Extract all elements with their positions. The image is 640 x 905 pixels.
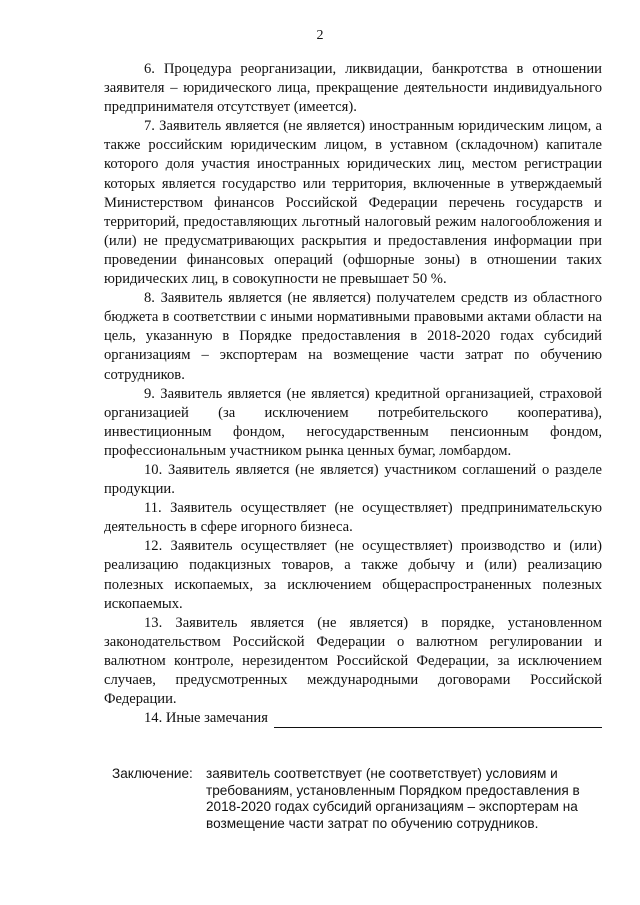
conclusion-label: Заключение: bbox=[112, 766, 193, 781]
conclusion-text: заявитель соответствует (не соответствует) условиям и требованиям, установленным Порядком предоставления в 2018-2020 годах субсидий организациям – экспортерам на возмещение части затрат по обучению сотрудников. bbox=[206, 766, 580, 831]
remarks-label: 14. Иные замечания bbox=[144, 710, 268, 727]
paragraph-6: 6. Процедура реорганизации, ликвидации, банкротства в отношении заявителя – юридического лица, прекращение деятельности индивидуального предпринимателя отсутствует (имеется). bbox=[104, 61, 602, 116]
paragraph-13: 13. Заявитель является (не является) в порядке, установленном законодательством Российской Федерации о валютном регулировании и валютном контроле, нерезидентом Российской Федерации, за исключением случаев, предусмотренных международными договорами Российской Федерации. bbox=[104, 614, 602, 708]
conclusion-block bbox=[112, 766, 602, 832]
paragraph-7: 7. Заявитель является (не является) иностранным юридическим лицом, а также российским юридическим лицом, в уставном (складочном) капитале которого доля участия иностранных юридических лиц, местом регистрации которых является государство или территория, включенные в утверждаемый Министерством финансов Российской Федерации перечень государств и территорий, предоставляющих льготный налоговый режим налогообложения и (или) не предусматривающих раскрытия и предоставления информации при проведении финансовых операций (офшорные зоны) в отношении таких юридических лиц, в совокупности не превышает 50 %. bbox=[104, 118, 602, 288]
paragraph-11: 11. Заявитель осуществляет (не осуществляет) предпринимательскую деятельность в сфере игорного бизнеса. bbox=[104, 500, 602, 536]
document-body bbox=[104, 60, 602, 728]
paragraph-8: 8. Заявитель является (не является) получателем средств из областного бюджета в соответствии с иными нормативными правовыми актами области на цель, указанную в Порядке предоставления в 2018-2020 годах субсидий организациям – экспортерам на возмещение части затрат по обучению сотрудников. bbox=[104, 290, 602, 383]
page-number: 2 bbox=[316, 28, 324, 43]
paragraph-14-remarks bbox=[104, 709, 602, 728]
remarks-blank-line bbox=[274, 714, 602, 728]
paragraph-10: 10. Заявитель является (не является) участником соглашений о разделе продукции. bbox=[104, 461, 602, 498]
paragraph-12: 12. Заявитель осуществляет (не осуществляет) производство и (или) реализацию подакцизных товаров, а также добычу и (или) реализацию полезных ископаемых, за исключением общераспространенных полезных ископаемых. bbox=[104, 538, 602, 612]
paragraph-9: 9. Заявитель является (не является) кредитной организацией, страховой организацией (за исключением потребительского кооператива), инвестиционным фондом, негосударственным пенсионным фондом, профессиональным участником рынка ценных бумаг, ломбардом. bbox=[104, 385, 602, 459]
